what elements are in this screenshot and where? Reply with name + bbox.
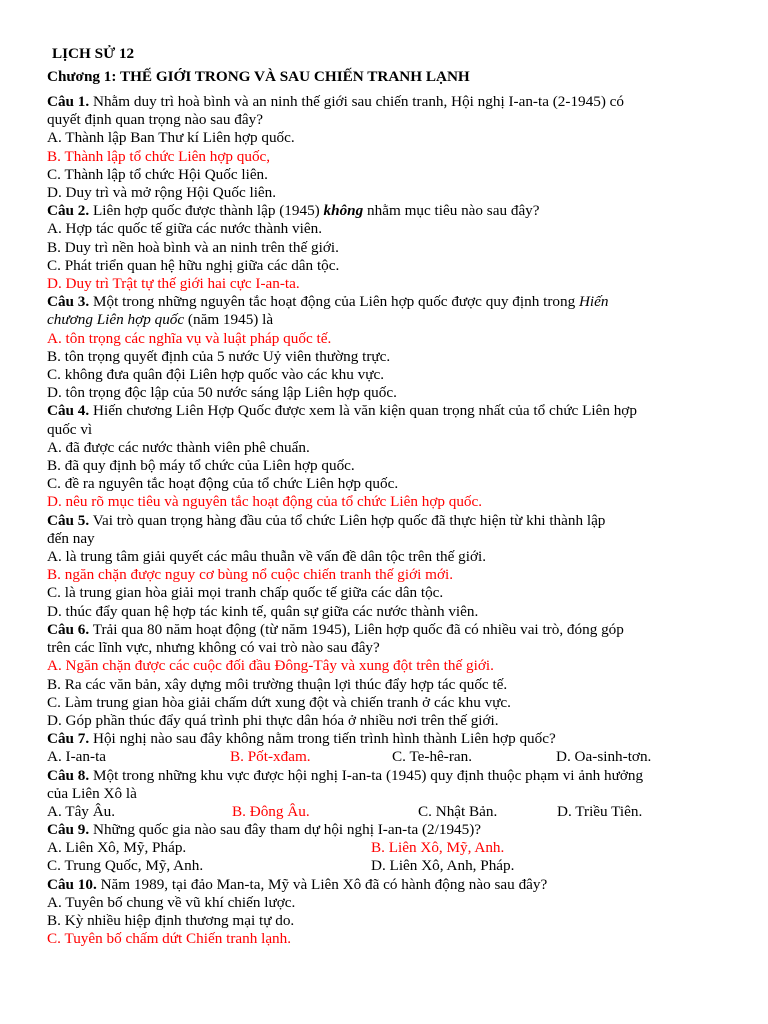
question-label: Câu 4. (47, 402, 90, 420)
question-10-stem: Câu 10. Năm 1989, tại đảo Man-ta, Mỹ và Liên Xô đã có hành động nào sau đây? (47, 875, 548, 893)
question-3-stem-cont: chương Liên hợp quốc (năm 1945) là (47, 311, 274, 329)
question-1-stem: Câu 1. Nhằm duy trì hoà bình và an ninh thế giới sau chiến tranh, Hội nghị I-an-ta (2-1945) có (47, 93, 625, 110)
question-5-stem: Câu 5. Vai trò quan trọng hàng đầu của tổ chức Liên hợp quốc đã thực hiện từ khi thành lập (47, 511, 606, 529)
q8-option-a: A. Tây Âu. (47, 802, 116, 820)
q8-option-d: D. Triều Tiên. (557, 802, 643, 820)
question-label: Câu 3. (47, 293, 90, 311)
q9-options-row-1 (47, 839, 727, 857)
question-label: Câu 10. (47, 875, 97, 893)
q8-options-row (47, 803, 727, 821)
q3-option-c: C. không đưa quân đội Liên hợp quốc vào các khu vực. (47, 366, 385, 384)
q1-option-b-answer: B. Thành lập tổ chức Liên hợp quốc, (47, 147, 271, 165)
q2-option-c: C. Phát triển quan hệ hữu nghị giữa các dân tộc. (47, 256, 340, 274)
q5-option-c: C. là trung gian hòa giải mọi tranh chấp quốc tế giữa các dân tộc. (47, 584, 444, 602)
q5-option-b-answer: B. ngăn chặn được nguy cơ bùng nổ cuộc chiến tranh thế giới mới. (47, 566, 454, 584)
emphasis-word: không (323, 202, 364, 220)
question-6-stem: Câu 6. Trải qua 80 năm hoạt động (từ năm 1945), Liên hợp quốc đã có nhiều vai trò, đóng góp (47, 620, 624, 638)
q10-option-b: B. Kỳ nhiều hiệp định thương mại tự do. (47, 912, 295, 930)
q2-option-b: B. Duy trì nền hoà bình và an ninh trên thế giới. (47, 238, 339, 256)
chapter-title: Chương 1: THẾ GIỚI TRONG VÀ SAU CHIẾN TRANH LẠNH (47, 68, 470, 85)
q8-option-c: C. Nhật Bản. (418, 802, 498, 820)
question-label: Câu 8. (47, 766, 90, 784)
q2-option-d-answer: D. Duy trì Trật tự thế giới hai cực I-an-ta. (47, 275, 300, 293)
q4-option-b: B. đã quy định bộ máy tổ chức của Liên hợp quốc. (47, 457, 355, 475)
q8-option-b-answer: B. Đông Âu. (232, 802, 310, 820)
document-body (47, 42, 727, 948)
q2-option-a: A. Hợp tác quốc tế giữa các nước thành viên. (47, 220, 323, 238)
q5-option-a: A. là trung tâm giải quyết các mâu thuẫn về vấn đề dân tộc trên thế giới. (47, 548, 487, 566)
q7-option-b-answer: B. Pốt-xđam. (230, 748, 311, 766)
q9-option-c: C. Trung Quốc, Mỹ, Anh. (47, 857, 204, 875)
q4-option-c: C. đề ra nguyên tắc hoạt động của tổ chức Liên hợp quốc. (47, 475, 399, 493)
question-8-stem: Câu 8. Một trong những khu vực được hội nghị I-an-ta (1945) quy định thuộc phạm vi ảnh hưởng (47, 766, 644, 784)
q7-options-row (47, 748, 727, 766)
question-9-stem: Câu 9. Những quốc gia nào sau đây tham dự hội nghị I-an-ta (2/1945)? (47, 821, 482, 839)
question-7-stem: Câu 7. Hội nghị nào sau đây không nằm trong tiến trình hình thành Liên hợp quốc? (47, 730, 556, 748)
q9-option-a: A. Liên Xô, Mỹ, Pháp. (47, 839, 187, 857)
question-3-stem: Câu 3. Một trong những nguyên tắc hoạt động của Liên hợp quốc được quy định trong Hiến (47, 293, 609, 311)
q6-option-b: B. Ra các văn bản, xây dựng môi trường thuận lợi thúc đẩy hợp tác quốc tế. (47, 675, 508, 693)
q1-option-c: C. Thành lập tổ chức Hội Quốc liên. (47, 165, 268, 183)
q3-option-d: D. tôn trọng độc lập của 50 nước sáng lập Liên hợp quốc. (47, 384, 397, 402)
q3-option-a-answer: A. tôn trọng các nghĩa vụ và luật pháp quốc tế. (47, 329, 332, 347)
q6-option-c: C. Làm trung gian hòa giải chấm dứt xung đột và chiến tranh ở các khu vực. (47, 693, 511, 711)
q1-option-d: D. Duy trì và mở rộng Hội Quốc liên. (47, 184, 277, 202)
question-label: Câu 2. (47, 202, 90, 220)
q7-option-c: C. Te-hê-ran. (392, 748, 473, 766)
question-label: Câu 9. (47, 821, 90, 839)
q5-option-d: D. thúc đẩy quan hệ hợp tác kinh tế, quân sự giữa các nước thành viên. (47, 602, 479, 620)
q9-option-d: D. Liên Xô, Anh, Pháp. (371, 857, 515, 875)
question-4-stem: Câu 4. Hiến chương Liên Hợp Quốc được xem là văn kiện quan trọng nhất của tổ chức Liên hợp (47, 402, 637, 420)
q9-options-row-2 (47, 857, 727, 875)
q7-option-d: D. Oa-sinh-tơn. (556, 748, 652, 766)
question-5-stem-cont: đến nay (47, 529, 95, 547)
question-1-stem-cont: quyết định quan trọng nào sau đây? (47, 111, 263, 129)
question-label: Câu 5. (47, 511, 90, 529)
q10-option-c-answer: C. Tuyên bố chấm dứt Chiến tranh lạnh. (47, 930, 292, 948)
question-label: Câu 1. (47, 93, 90, 110)
q10-option-a: A. Tuyên bố chung về vũ khí chiến lược. (47, 893, 296, 911)
q3-option-b: B. tôn trọng quyết định của 5 nước Uỷ viên thường trực. (47, 347, 391, 365)
q6-option-a-answer: A. Ngăn chặn được các cuộc đối đầu Đông-Tây và xung đột trên thế giới. (47, 657, 494, 675)
q6-option-d: D. Góp phần thúc đẩy quá trình phi thực dân hóa ở nhiều nơi trên thế giới. (47, 711, 499, 729)
question-6-stem-cont: trên các lĩnh vực, nhưng không có vai trò nào sau đây? (47, 639, 380, 657)
q9-option-b-answer: B. Liên Xô, Mỹ, Anh. (371, 839, 505, 857)
q7-option-a: A. I-an-ta (47, 748, 107, 766)
question-2-stem: Câu 2. Liên hợp quốc được thành lập (1945) không nhằm mục tiêu nào sau đây? (47, 202, 540, 220)
question-8-stem-cont: của Liên Xô là (47, 784, 137, 802)
question-label: Câu 6. (47, 620, 90, 638)
question-label: Câu 7. (47, 730, 90, 748)
q1-option-a: A. Thành lập Ban Thư kí Liên hợp quốc. (47, 129, 295, 147)
question-4-stem-cont: quốc vì (47, 420, 93, 438)
subject-title: LỊCH SỬ 12 (52, 45, 135, 62)
q4-option-a: A. đã được các nước thành viên phê chuẩn. (47, 438, 310, 456)
q4-option-d-answer: D. nêu rõ mục tiêu và nguyên tắc hoạt động của tổ chức Liên hợp quốc. (47, 493, 483, 511)
